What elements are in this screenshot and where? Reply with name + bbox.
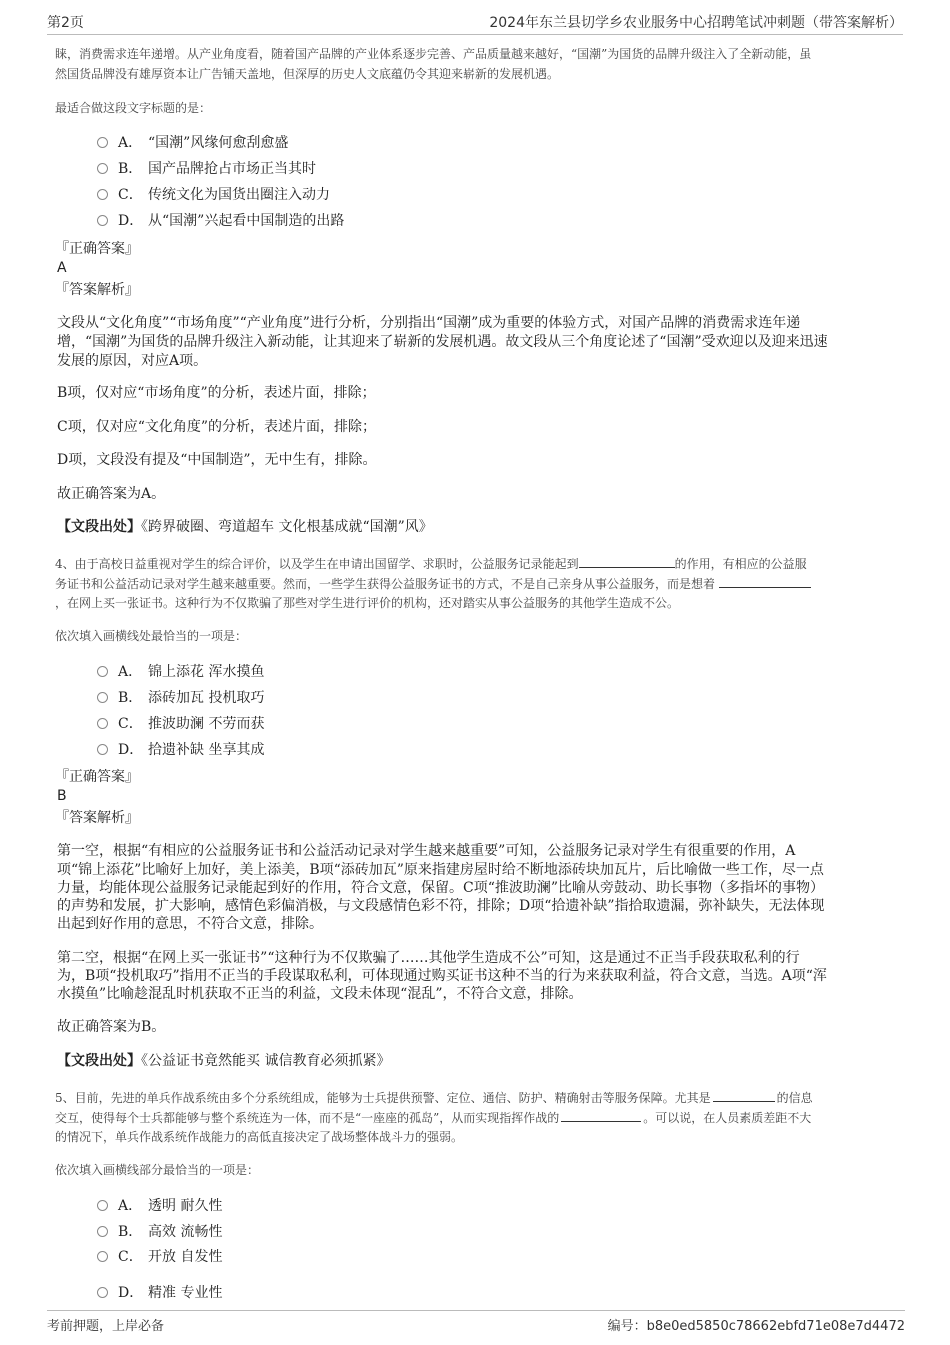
blank-line <box>719 573 811 588</box>
q5-option-a[interactable]: A． 透明 耐久性 <box>97 1195 222 1217</box>
q3-source: 【文段出处】《跨界破圈、弯道超车 文化根基成就“国潮”风》 <box>57 519 433 535</box>
q5-stem-line: 5、目前，先进的单兵作战系统由多个分系统组成，能够为士兵提供预警、定位、通信、防护、精确射击等服务保障。尤其是 的信息 <box>55 1087 813 1108</box>
q4-analysis-label: 『答案解析』 <box>55 810 139 826</box>
q3-option-b[interactable]: B． 国产品牌抢占市场正当其时 <box>97 158 316 180</box>
q4-option-c[interactable]: C． 推波助澜 不劳而获 <box>97 713 264 735</box>
q3-prompt: 最适合做这段文字标题的是： <box>55 101 212 115</box>
page-header <box>47 12 903 35</box>
q4-analysis-line: 的声势和发展，扩大影响，感情色彩偏消极，与文段感情色彩不符，排除；D项“拾遗补缺”指拾取遗漏，弥补缺失，无法体现 <box>57 898 825 914</box>
q3-analysis-line: 发展的原因，对应A项。 <box>57 353 208 369</box>
radio-icon[interactable] <box>97 666 108 677</box>
radio-icon[interactable] <box>97 163 108 174</box>
q5-option-d[interactable]: D． 精准 专业性 <box>97 1282 222 1304</box>
q4-analysis-line: 第一空，根据“有相应的公益服务证书和公益活动记录对学生越来越重要”可知，公益服务记录对学生有很重要的作用，A <box>57 843 796 859</box>
q4-analysis-line: 出起到好作用的意思，不符合文意，排除。 <box>57 916 323 932</box>
document-title: 2024年东兰县切学乡农业服务中心招聘笔试冲刺题（带答案解析） <box>489 15 903 31</box>
blank-line <box>561 1107 641 1122</box>
q3-analysis-line: 文段从“文化角度”“市场角度”“产业角度”进行分析，分别指出“国潮”成为重要的体验方式，对国产品牌的消费需求连年递 <box>57 315 801 331</box>
q3-answer: A <box>57 260 67 276</box>
q3-analysis-label: 『答案解析』 <box>55 282 139 298</box>
radio-icon[interactable] <box>97 1287 108 1298</box>
q3-conclusion: 故正确答案为A。 <box>57 486 166 502</box>
q3-option-a[interactable]: A． “国潮”风缘何愈刮愈盛 <box>97 132 288 154</box>
q4-analysis-line: 力量，均能体现公益服务记录能起到好的作用，符合文意，保留。C项“推波助澜”比喻从旁鼓动、助长事物（多指坏的事物） <box>57 880 825 896</box>
q4-stem-line: 4、由于高校日益重视对学生的综合评价，以及学生在申请出国留学、求职时，公益服务记录能起到 的作用，有相应的公益服 <box>55 553 807 574</box>
q5-option-c[interactable]: C． 开放 自发性 <box>97 1246 222 1268</box>
q3-option-c[interactable]: C． 传统文化为国货出圈注入动力 <box>97 184 330 206</box>
q4-analysis-line: 水摸鱼”比喻趁混乱时机获取不正当的利益，文段未体现“混乱”，不符合文意，排除。 <box>57 986 583 1002</box>
radio-icon[interactable] <box>97 692 108 703</box>
radio-icon[interactable] <box>97 1200 108 1211</box>
q4-answer-label: 『正确答案』 <box>55 769 139 785</box>
radio-icon[interactable] <box>97 1226 108 1237</box>
q3-passage-line: 然国货品牌没有雄厚资本让广告铺天盖地，但深厚的历史人文底蕴仍令其迎来崭新的发展机遇。 <box>55 67 560 81</box>
blank-line <box>579 553 675 568</box>
q3-analysis-d: D项，文段没有提及“中国制造”，无中生有，排除。 <box>57 452 377 468</box>
footer-slogan: 考前押题，上岸必备 <box>47 1319 165 1334</box>
radio-icon[interactable] <box>97 1251 108 1262</box>
q4-analysis-line: 项“锦上添花”比喻好上加好，美上添美，B项“添砖加瓦”原来指建房屋时给不断地添砖块加瓦片，后比喻做一些工作，尽一点 <box>57 862 824 878</box>
q4-analysis-line: 第二空，根据“在网上买一张证书”“这种行为不仅欺骗了……其他学生造成不公”可知，这是通过不正当手段获取私利的行 <box>57 950 800 966</box>
q5-stem-line: 交互，使得每个士兵都能够与整个系统连为一体，而不是“一座座的孤岛”，从而实现指挥作战的 。可以说，在人员素质差距不大 <box>55 1107 811 1128</box>
q3-analysis-c: C项，仅对应“文化角度”的分析，表述片面，排除； <box>57 419 377 435</box>
radio-icon[interactable] <box>97 137 108 148</box>
radio-icon[interactable] <box>97 215 108 226</box>
q4-option-b[interactable]: B． 添砖加瓦 投机取巧 <box>97 687 264 709</box>
q3-passage-line: 睐，消费需求连年递增。从产业角度看，随着国产品牌的产业体系逐步完善、产品质量越来越好，“国潮”为国货的品牌升级注入了全新动能，虽 <box>55 47 812 61</box>
q4-stem-line: 务证书和公益活动记录对学生越来越重要。然而，一些学生获得公益服务证书的方式，不是自己亲身从事公益服务，而是想着 <box>55 573 811 594</box>
q5-stem-line: 的情况下，单兵作战系统作战能力的高低直接决定了战场整体战斗力的强弱。 <box>55 1130 464 1144</box>
q4-analysis-line: 为，B项“投机取巧”指用不正当的手段谋取私利，可体现通过购买证书这种不当的行为来获取利益，符合文意，当选。A项“浑 <box>57 968 827 984</box>
q5-option-b[interactable]: B． 高效 流畅性 <box>97 1221 222 1243</box>
radio-icon[interactable] <box>97 718 108 729</box>
q3-option-d[interactable]: D． 从“国潮”兴起看中国制造的出路 <box>97 210 344 232</box>
q4-option-d[interactable]: D． 拾遗补缺 坐享其成 <box>97 739 264 761</box>
page-number: 第2页 <box>47 15 84 31</box>
q5-prompt: 依次填入画横线部分最恰当的一项是： <box>55 1163 260 1177</box>
blank-line <box>713 1087 775 1102</box>
q3-analysis-b: B项，仅对应“市场角度”的分析，表述片面，排除； <box>57 385 376 401</box>
q4-stem-line: ，在网上买一张证书。这种行为不仅欺骗了那些对学生进行评价的机构，还对踏实从事公益服务的其他学生造成不公。 <box>55 596 680 610</box>
q4-conclusion: 故正确答案为B。 <box>57 1019 166 1035</box>
radio-icon[interactable] <box>97 189 108 200</box>
radio-icon[interactable] <box>97 744 108 755</box>
q4-option-a[interactable]: A． 锦上添花 浑水摸鱼 <box>97 661 264 683</box>
q3-answer-label: 『正确答案』 <box>55 241 139 257</box>
q4-answer: B <box>57 788 67 804</box>
document-id: 编号：b8e0ed5850c78662ebfd71e08e7d4472 <box>607 1319 905 1334</box>
q3-analysis-line: 增，“国潮”为国货的品牌升级注入新动能，让其迎来了崭新的发展机遇。故文段从三个角度论述了“国潮”受欢迎以及迎来迅速 <box>57 334 828 350</box>
page-footer <box>47 1310 905 1336</box>
q4-source: 【文段出处】《公益证书竟然能买 诚信教育必须抓紧》 <box>57 1053 391 1069</box>
q4-prompt: 依次填入画横线处最恰当的一项是： <box>55 629 248 643</box>
